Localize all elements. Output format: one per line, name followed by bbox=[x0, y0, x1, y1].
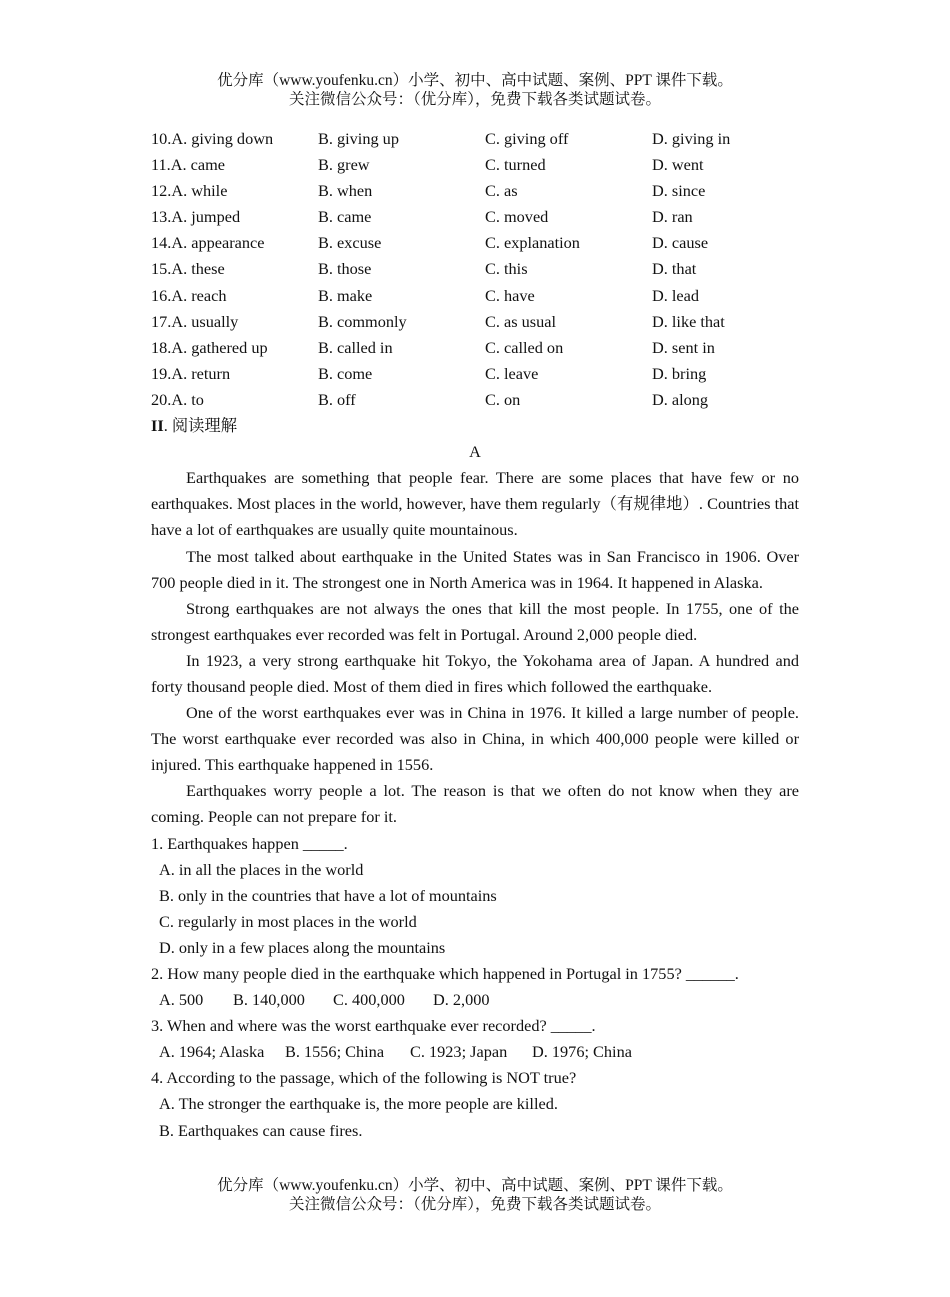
question-2 bbox=[151, 961, 799, 1013]
option-c: C. giving off bbox=[485, 129, 569, 148]
choice-row bbox=[151, 1039, 799, 1065]
option-b: B. those bbox=[318, 259, 372, 279]
question-stem: 4. According to the passage, which of the following is NOT true? bbox=[151, 1068, 577, 1088]
page-footer bbox=[0, 1176, 950, 1214]
passage-paragraph: In 1923, a very strong earthquake hit Tokyo, the Yokohama area of Japan. A hundred and forty thousand people died. Most of them died in fires which followed the earthquake. bbox=[151, 650, 799, 696]
option-row bbox=[151, 283, 799, 309]
option-b: B. commonly bbox=[318, 311, 407, 331]
question-stem: 1. Earthquakes happen _____. bbox=[151, 833, 348, 853]
option-a: 16.A. reach bbox=[151, 285, 227, 305]
option-c: C. this bbox=[485, 259, 528, 279]
question-3 bbox=[151, 1013, 799, 1065]
option-d: D. sent in bbox=[652, 337, 715, 357]
option-a: 17.A. usually bbox=[151, 311, 239, 331]
option-b: B. come bbox=[318, 363, 373, 383]
option-b: B. giving up bbox=[318, 129, 399, 148]
option-row bbox=[151, 126, 799, 152]
option-b: B. grew bbox=[318, 155, 370, 175]
choice-b: B. 140,000 bbox=[233, 990, 305, 1010]
choice-d: D. only in a few places along the mountains bbox=[159, 937, 446, 957]
option-row bbox=[151, 178, 799, 204]
option-d: D. that bbox=[652, 259, 697, 279]
passage-title: A bbox=[469, 442, 481, 462]
option-row bbox=[151, 361, 799, 387]
question-4 bbox=[151, 1065, 799, 1143]
option-c: C. moved bbox=[485, 207, 549, 227]
option-row bbox=[151, 204, 799, 230]
choice-a: A. The stronger the earthquake is, the more people are killed. bbox=[159, 1094, 558, 1114]
question-stem: 3. When and where was the worst earthquake ever recorded? _____. bbox=[151, 1016, 596, 1036]
page-header bbox=[0, 71, 950, 109]
option-row bbox=[151, 309, 799, 335]
passage-paragraph: Strong earthquakes are not always the ones that kill the most people. In 1755, one of the strongest earthquakes ever recorded was felt in Portugal. Around 2,000 people died. bbox=[151, 598, 799, 644]
choice-d: D. 2,000 bbox=[433, 990, 490, 1010]
choice-c: C. regularly in most places in the world bbox=[159, 911, 417, 931]
option-row bbox=[151, 230, 799, 256]
option-d: D. giving in bbox=[652, 129, 731, 148]
choice-row bbox=[151, 987, 799, 1013]
cloze-options bbox=[151, 126, 799, 413]
section-title: 阅读理解 bbox=[171, 416, 237, 436]
choice-b: B. Earthquakes can cause fires. bbox=[159, 1120, 363, 1140]
option-d: D. went bbox=[652, 155, 704, 175]
footer-line-1: 优分库（www.youfenku.cn）小学、初中、高中试题、案例、PPT 课件下载。 bbox=[217, 1177, 733, 1194]
option-d: D. cause bbox=[652, 233, 709, 253]
option-b: B. make bbox=[318, 285, 373, 305]
section-heading bbox=[151, 413, 799, 439]
option-a: 19.A. return bbox=[151, 363, 231, 383]
question-1 bbox=[151, 831, 799, 961]
choice-c: C. 400,000 bbox=[333, 990, 405, 1010]
option-c: C. explanation bbox=[485, 233, 580, 253]
option-row bbox=[151, 152, 799, 178]
option-d: D. along bbox=[652, 389, 709, 409]
option-a: 12.A. while bbox=[151, 181, 228, 201]
choice-a: A. in all the places in the world bbox=[159, 859, 364, 879]
option-row bbox=[151, 387, 799, 413]
option-d: D. bring bbox=[652, 363, 707, 383]
option-c: C. called on bbox=[485, 337, 564, 357]
option-d: D. like that bbox=[652, 311, 725, 331]
option-row bbox=[151, 256, 799, 282]
section-number: II bbox=[151, 416, 164, 436]
option-c: C. leave bbox=[485, 363, 539, 383]
passage-paragraph: Earthquakes worry people a lot. The reason is that we often do not know when they are coming. People can not prepare for it. bbox=[151, 781, 799, 827]
option-b: B. off bbox=[318, 389, 356, 409]
choice-a: A. 1964; Alaska bbox=[159, 1042, 265, 1062]
option-a: 11.A. came bbox=[151, 155, 225, 175]
option-c: C. as usual bbox=[485, 311, 556, 331]
passage-paragraph: One of the worst earthquakes ever was in China in 1976. It killed a large number of people. The worst earthquake ever recorded was also in China, in which 400,000 people were killed or injured. This earthquake happened in 1556. bbox=[151, 703, 799, 775]
header-line-1: 优分库（www.youfenku.cn）小学、初中、高中试题、案例、PPT 课件下载。 bbox=[217, 72, 733, 89]
section-separator: . bbox=[163, 416, 168, 436]
option-row bbox=[151, 335, 799, 361]
footer-line-2: 关注微信公众号：（优分库），免费下载各类试题试卷。 bbox=[288, 1196, 661, 1213]
option-d: D. ran bbox=[652, 207, 693, 227]
passage-paragraph: Earthquakes are something that people fear. There are some places that have few or no earthquakes. Most places in the world, however, have them regularly（有规律地）. Countries that have a lot of earthquakes are usually quite mountainous. bbox=[151, 468, 799, 540]
option-a: 15.A. these bbox=[151, 259, 225, 279]
option-a: 10.A. giving down bbox=[151, 129, 274, 148]
option-b: B. when bbox=[318, 181, 373, 201]
choice-a: A. 500 bbox=[159, 990, 204, 1010]
option-b: B. excuse bbox=[318, 233, 382, 253]
choice-b: B. only in the countries that have a lot of mountains bbox=[159, 885, 497, 905]
choice-d: D. 1976; China bbox=[532, 1042, 632, 1062]
choice-b: B. 1556; China bbox=[285, 1042, 385, 1062]
option-a: 13.A. jumped bbox=[151, 207, 241, 227]
page-content bbox=[151, 126, 799, 1144]
option-b: B. came bbox=[318, 207, 372, 227]
option-c: C. on bbox=[485, 389, 521, 409]
option-a: 20.A. to bbox=[151, 389, 204, 409]
option-d: D. since bbox=[652, 181, 706, 201]
option-a: 14.A. appearance bbox=[151, 233, 265, 253]
header-line-2: 关注微信公众号：（优分库），免费下载各类试题试卷。 bbox=[288, 91, 661, 108]
option-c: C. as bbox=[485, 181, 518, 201]
question-stem: 2. How many people died in the earthquake which happened in Portugal in 1755? ______. bbox=[151, 964, 739, 983]
choice-c: C. 1923; Japan bbox=[410, 1042, 508, 1062]
option-c: C. have bbox=[485, 285, 535, 305]
option-b: B. called in bbox=[318, 337, 393, 357]
passage-paragraph: The most talked about earthquake in the United States was in San Francisco in 1906. Over 700 people died in it. The strongest one in North America was in 1964. It happened in Alaska. bbox=[151, 546, 799, 592]
option-c: C. turned bbox=[485, 155, 546, 175]
option-a: 18.A. gathered up bbox=[151, 337, 268, 357]
option-d: D. lead bbox=[652, 285, 700, 305]
